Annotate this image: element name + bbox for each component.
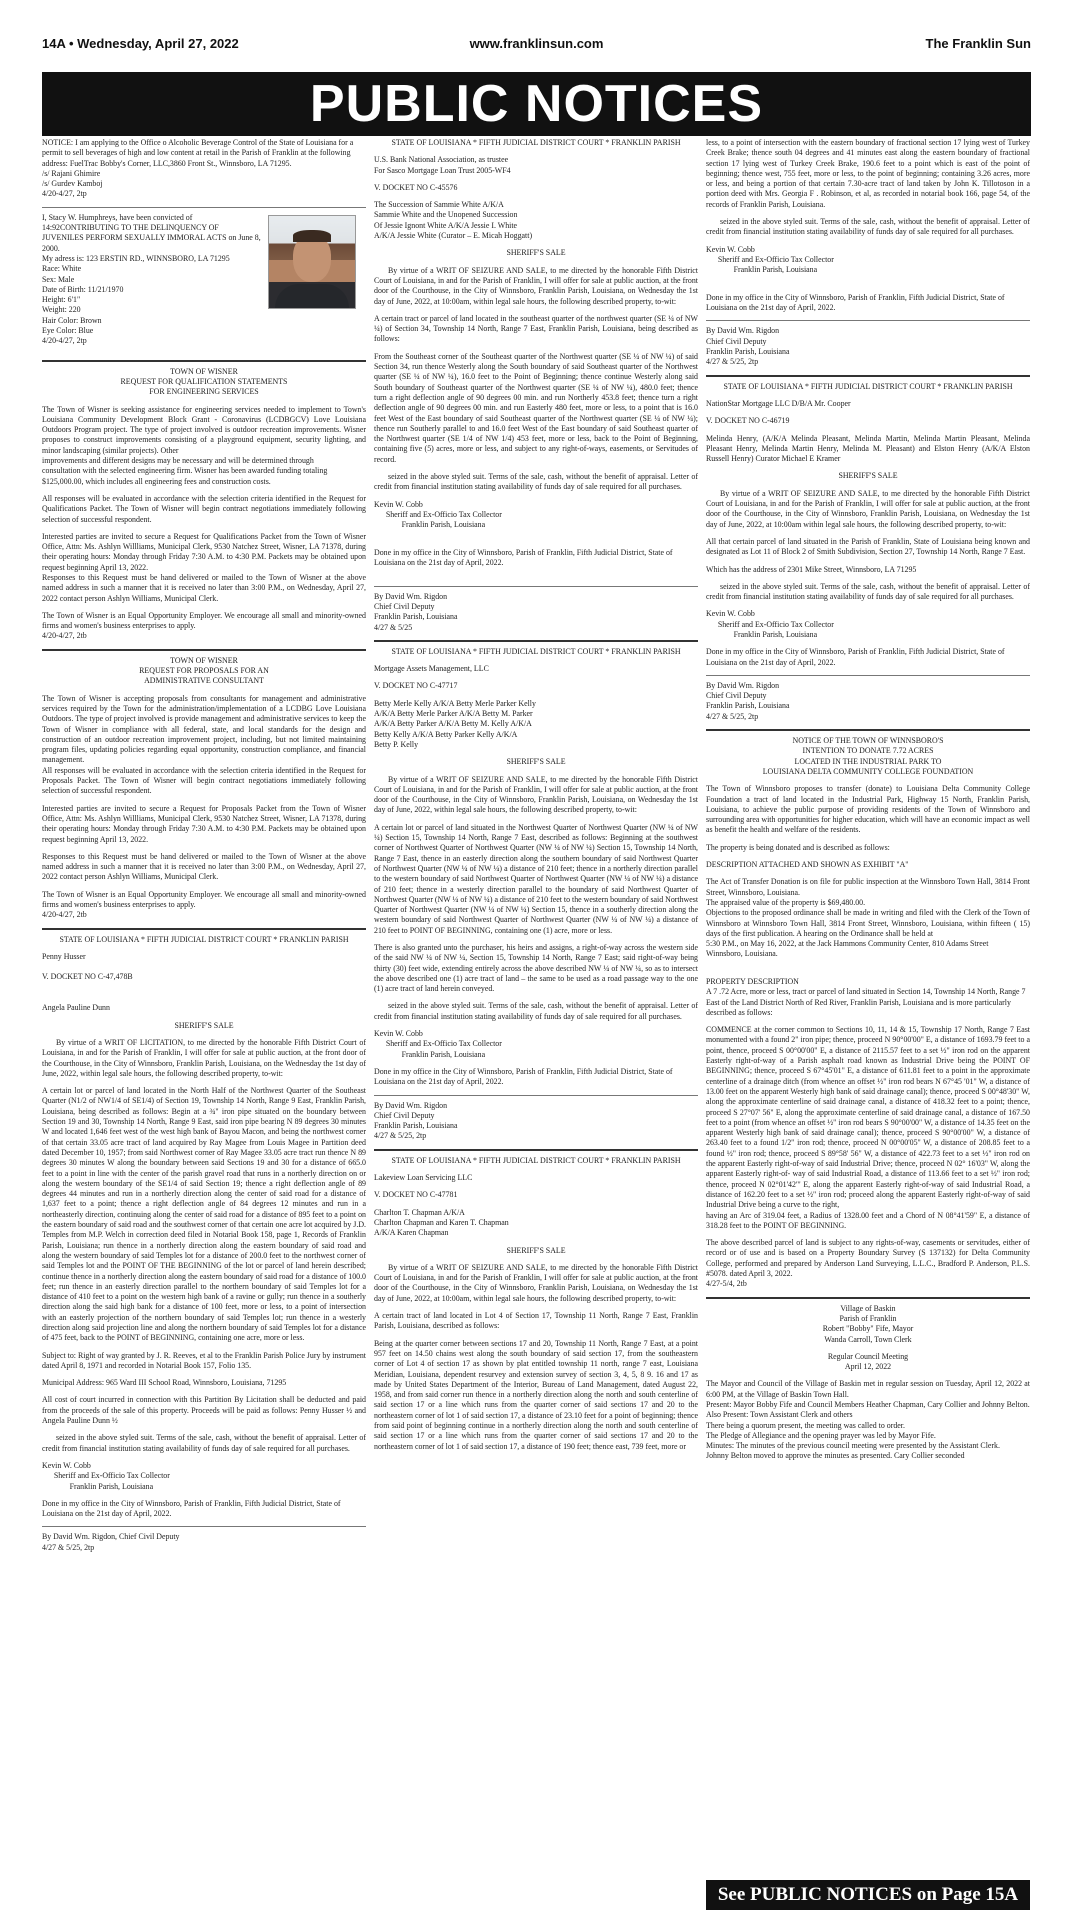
notice-paragraph: All that certain parcel of land situated in the Parish of Franklin, State of Louisiana being known and designated as Lot 11 of Block 2 of Smith Subdivision, Section 27, Township 14 North, Range 7 East. [706,536,1030,557]
notice-paragraph: Interested parties are invited to secure a Request for Qualifications Packet from the Town of Wisner Office, Attn: Ms. Ashlyn Willliams, Municipal Clerk, 9530 Natchez Street, Wisner, LA 71378, during their operating hours: Monday through Friday 7:30 A.M. to 4:30 P.M. Packets may be obtained upon request beginning April 13, 2022. Responses to this Request must be hand delivered or mailed to the Town of Wisner at the above named address in such a manner that it is received no later than 3:00 P.M., on Wednesday, April 27, 2022 contact person Ashlyn Williams, Municipal Clerk. [42,531,366,603]
notice-paragraph: There is also granted unto the purchaser, his heirs and assigns, a right-of-way across the western side of the said NW ¼ of NW ¼, Section 15, Township 14 North, Range 7 East; said right-of-way being thirty (30) feet wide, extending entirely across the above described NW ¼ of NW ¼, so as to intersect the above described one (1) acre tract of land – the same to be used as a road passage way to the one (1) acre tract of land herein conveyed. [374,943,698,994]
notice-text: NOTICE: I am applying to the Office o Alcoholic Beverage Control of the State of Louisiana for a permit to sell beverages of high and low content at retail in the Parish of Franklin at the following address: FuelTrac Bobby's Corner, LLC,3860 Front St., Winnsboro, LA 71295. /s/ Rajani Ghimire /s/ Gurdev Kamboj 4/20-4/27, 2tp [42,138,354,199]
notice-paragraph: A certain tract of land located in Lot 4 of Section 17, Township 11 North, Range 7 East, Franklin Parish, Louisiana, described as follows: [374,1311,698,1331]
notice-paragraph: Being at the quarter corner between sections 17 and 20, Township 11 North, Range 7 East, at a point 957 feet on 14.50 chains west along the south boundary of said section 17, from the southeastern corner of Lot 4 of section 17 as shown by plat entitled township 11 north, range 7 east, Louisiana Meridian, Louisiana, dependent resurvey and extension survey of section 3, 4, 5, 8 9. 16 and 17 as made by United States Department of the Interior, Bureau of Land Management, dated August 22, 1958, and from said corner run thence in a northerly direction along the north and south centerline of said section 17 or a line which runs from the quarter corner of said sections 17 and 20 to the northeastern corner of lot 1 of said section 17, a distance of 23.10 feet for a point of beginning; thence from said point of beginning continue in a northerly direction along the north and south centerline of said section 17 or a line which runs from the quarter corner of said sections 17 and 20 to the northeastern corner of lot 1 of said section 17, a distance of 190 feet; thence east, 739 feet, more or [374,1338,698,1451]
notice-text: Done in my office in the City of Winnsboro, Parish of Franklin, Fifth Judicial District, State of Louisiana on the 21st day of April, 2022. [706,647,1005,667]
page-date-label: 14A • Wednesday, April 27, 2022 [42,36,239,51]
notice-paragraph: Responses to this Request must be hand delivered or mailed to the Town of Wisner at the above named address in such a manner that it is received no later than 3:00 P.M., on Wednesday, April 27, 2022 contact person Ashlyn Williams, Municipal Clerk. [42,851,366,882]
signature-block: Kevin W. Cobb Sheriff and Ex-Officio Tax Collector Franklin Parish, Louisiana [374,1029,502,1059]
notice-paragraph: A certain tract or parcel of land located in the southeast quarter of the northwest quarter (SE ¼ of NW ¼) of Section 34, Township 14 North, Range 7 East, Franklin Parish, Louisiana, being described as follows: [374,313,698,344]
notice-text: NationStar Mortgage LLC D/B/A Mr. Cooper [706,398,851,408]
notice-text: PROPERTY DESCRIPTION A 7 .72 Acre, more or less, tract or parcel of land situated in Section 14, Township 14 North, Range 7 East of the Land District North of Red River, Franklin Parish, Louisiana and is more particularly described as follows: [706,977,1026,1017]
notice-heading: NOTICE OF THE TOWN OF WINNSBORO'S INTENTION TO DONATE 7.72 ACRES LOCATED IN THE INDUSTRIAL PARK TO LOUISIANA DELTA COMMUNITY COLLEGE FOUNDATION [762,736,974,776]
notice-text: By David Wm. Rigdon, Chief Civil Deputy 4/27 & 5/25, 2tp [42,1532,180,1552]
notice-paragraph: The Town of Wisner is seeking assistance for engineering services needed to implement to Town's Louisiana Community Development Block Grant - Coronavirus (LCDBGCV) Love Louisiana Outdoors Program project. The type of project involved is outdoor recreation improvements. Wisner proposes to construct improvements consisting of a playground equipment, security lighting, and minor landscaping (similar projects). Other improvements and different designs may be necessary and will be determined through consultation with the selected engineering firm. Wisner has been awarded funding totaling $125,000.00, which includes all engineering fees and construction costs. [42,404,366,486]
signature-block: Kevin W. Cobb Sheriff and Ex-Officio Tax Collector Franklin Parish, Louisiana [706,609,834,639]
website-label: www.franklinsun.com [469,36,604,51]
notice-heading: SHERIFF'S SALE [506,248,566,258]
notice-paragraph: A certain lot or parcel of land situated in the Northwest Quarter of Northwest Quarter (NW ¼ of NW ¼) Section 15, Township 14 North, Range 7 East, described as follows: Beginning at the southwest corner of Northwest Quarter of Northwest Quarter (NW ¼ of NW ¼) Section 15, Township 14 North, Range 7 East, thence in an easterly direction along the southern boundary of said Northwest Quarter of Northwest Quarter (NW ¼ of NW ¼) a distance of 210 feet; thence in a northerly direction parallel to the western boundary of said Northwest Quarter of Northwest Quarter (NW ¼ of NW ¼) a distance of 210 feet; thence in a westerly direction parallel to the boundary of said Northwest Quarter of Northwest Quarter (NW ¼ of NW ¼) a distance of 210 feet to the western boundary of said Northwest Quarter of Northwest Quarter (NW ¼ of NW ¼) Section 15, thence in a southerly direction along the western boundary of said Northwest Quarter of Northwest Quarter (NW ¼ of NW ¼) a distance of 210 feet to POINT OF BEGINNING, containing one (1) acre, more or less. [374,822,698,935]
notice-paragraph: Subject to: Right of way granted by J. R. Reeves, et al to the Franklin Parish Police Jury by instrument dated April 8, 1971 and recorded in Notarial Book 157, Folio 135. [42,1350,366,1370]
notice-heading: Regular Council Meeting April 12, 2022 [827,1351,909,1372]
notice-text: Done in my office in the City of Winnsboro, Parish of Franklin, Fifth Judicial District, State of Louisiana on the 21st day of April, 2022. [374,1066,673,1087]
notice-paragraph: seized in the above styled suit. Terms of the sale, cash, without the benefit of appraisal. Letter of credit from financial institution stating availability of funds day of sale required for all purchases. [374,1001,698,1021]
notice-text: Done in my office in the City of Winnsboro, Parish of Franklin, Fifth Judicial District, State of Louisiana on the 21st day of April, 2022. [42,1498,341,1519]
signature-block: Kevin W. Cobb Sheriff and Ex-Officio Tax Collector Franklin Parish, Louisiana [706,244,834,275]
continued-banner[interactable]: See PUBLIC NOTICES on Page 15A [706,1880,1030,1910]
notice-paragraph: The Mayor and Council of the Village of Baskin met in regular session on Tuesday, April 12, 2022 at 6:00 PM, at the Village of Baskin Town Hall. Present: Mayor Bobby Fife and Council Members Heather Chapman, Cary Collier and Johnny Belton. Also Present: Town Assistant Clerk and others There being a quorum present, the meeting was called to order. The Pledge of Allegiance and the opening prayer was led by Mayor Fife. Minutes: The minutes of the previous council meeting were presented by the Assistant Clerk. Johnny Belton moved to approve the minutes as presented. Cary Collier seconded [706,1379,1030,1461]
separator-rule [374,1095,698,1096]
column-1 [42,138,366,1918]
signature-block: Kevin W. Cobb Sheriff and Ex-Officio Tax Collector Franklin Parish, Louisiana [374,499,502,530]
notice-paragraph: seized in the above styled suit. Terms of the sale, cash, without the benefit of appraisal. Letter of credit from financial institution stating availability of funds day of sale required for all purchases. [42,1433,366,1453]
separator-rule [706,729,1030,731]
notice-heading: Village of Baskin Parish of Franklin Robert "Bobby" Fife, Mayor Wanda Carroll, Town Clerk [822,1303,914,1344]
notice-text: Charlton T. Chapman A/K/A Charlton Chapman and Karen T. Chapman A/K/A Karen Chapman [374,1207,509,1238]
notice-text: By David Wm. Rigdon Chief Civil Deputy Franklin Parish, Louisiana 4/27 & 5/25, 2tp [374,1100,458,1141]
notice-paragraph: less, to a point of intersection with the eastern boundary of fractional section 17 lying west of Turkey Creek Brake; thence south 04 degrees and 41 minutes east along the eastern boundary of fractional section 17 lying west of Turkey Creek Brake, 190.6 feet to a point which is east of the point of beginning; thence west, 755 feet, more or less, to the point of beginning; containing 3.26 acres, more or less, and being a portion of that certain 7.30-acre tract of land taken by John K. Tillotoson in a portion deed with Mrs. Georgia F . Robinson, et al, as recorded in notarial book 166, page 54, of the records of Franklin Parish, Louisiana. [706,138,1030,209]
separator-rule [706,1297,1030,1299]
notice-heading: SHERIFF'S SALE [174,1020,234,1030]
notice-text: U.S. Bank National Association, as trustee For Sasco Mortgage Loan Trust 2005-WF4 [374,155,511,175]
notice-paragraph: All cost of court incurred in connection with this Partition By Licitation shall be deducted and paid from the proceeds of the sale of this property. Proceeds will be paid as follows: Penny Husser ½ and Angela Pauline Dunn ½ [42,1395,366,1426]
separator-rule [42,207,366,208]
column-2 [374,138,698,1918]
notice-heading: SHERIFF'S SALE [838,471,898,481]
notice-heading: STATE OF LOUISIANA * FIFTH JUDICIAL DISTRICT COURT * FRANKLIN PARISH [391,646,681,656]
notice-paragraph: All responses will be evaluated in accordance with the selection criteria identified in the Request for Qualifications Packet. The Town of Wisner will begin contract negotiations immediately following selection of successful respondent. [42,493,366,524]
masthead-label: The Franklin Sun [925,36,1031,51]
notice-paragraph: By virtue of a WRIT OF SEIZURE AND SALE, to me directed by the honorable Fifth District Court of Louisiana, in and for the Parish of Franklin, I will offer for sale at public auction, at the front door of the Courthouse, in the City of Winnsboro, Franklin Parish, Louisiana, on Wednesday the 1st day of June, 2022, at 10:00am, within legal sale hours, the following described property, to-wit: [374,265,698,306]
notice-text: I, Stacy W. Humphreys, have been convicted of 14:92CONTRIBUTING TO THE DELINQUENCY OF JUVENILES PERFORM SEXUALLY IMMORAL ACTS on June 8, 2000. My adress is: 123 ERSTIN RD., WINNSBORO, LA 71295 Race: White Sex: Male Date of Birth: 11/21/1970 Height: 6'1" Weight: 220 Hair Color: Brown Eye Color: Blue 4/20-4/27, 2tp [42,212,261,346]
notice-heading: TOWN OF WISNER REQUEST FOR PROPOSALS FOR AN ADMINISTRATIVE CONSULTANT [139,655,269,686]
notice-paragraph: By virtue of a WRIT OF LICITATION, to me directed by the honorable Fifth District Court of Louisiana, in and for the Parish of Franklin, I will offer for sale at public auction, at the front door of the Courthouse, in the City of Winnsboro, Franklin Parish, Louisiana, on the Wednesday the 1st day of June, 2022, within legal sale hours, the following described property, to-wit: [42,1037,366,1078]
notice-text: The Succession of Sammie White A/K/A Sammie White and the Unopened Succession Of Jessie Ignont White A/K/A Jessie I. White A/K/A Jessie White (Curator – E. Micah Hoggatt) [374,200,533,241]
notice-paragraph: The Town of Wisner is an Equal Opportunity Employer. We encourage all small and minority-owned firms and women's business enterprises to apply. 4/20-4/27, 2tb [42,889,366,920]
notice-text: V. DOCKET NO C-47717 [374,681,458,691]
page-header [42,36,1031,56]
notice-text: V. DOCKET NO C-46719 [706,416,790,426]
notice-paragraph: seized in the above styled suit. Terms of the sale, cash, without the benefit of appraisal. Letter of credit from financial institution stating availability of funds day of sale required for all purchases. [374,472,698,492]
notice-text: By David Wm. Rigdon Chief Civil Deputy Franklin Parish, Louisiana 4/27 & 5/25, 2tp [706,680,790,721]
notice-text: Which has the address of 2301 Mike Street, Winnsboro, LA 71295 [706,564,917,574]
notice-text: V. DOCKET NO C-45576 [374,182,458,192]
notice-text: Penny Husser V. DOCKET NO C-47,478B Angela Pauline Dunn [42,951,133,1013]
notice-paragraph: By virtue of a WRIT OF SEIZURE AND SALE, to me directed by the honorable Fifth District Court of Louisiana, in and for the Parish of Franklin, I will offer for sale at public auction, at the front door of the Courthouse, in the City of Winnsboro, Franklin Parish, Louisiana, on Wednesday the 1st day of June, 2022, within legal sale hours, the following described property, to-wit: [374,774,698,815]
notice-paragraph: seized in the above styled suit. Terms of the sale, cash, without the benefit of appraisal. Letter of credit from financial institution stating availability of funds day of sale required for all purchases. [706,217,1030,237]
notice-heading: TOWN OF WISNER REQUEST FOR QUALIFICATION STATEMENTS FOR ENGINEERING SERVICES [120,366,288,397]
notice-paragraph: The above described parcel of land is subject to any rights-of-way, casements or servitudes, either of record or of use and is based on a Property Boundary Survey (S 137132) for Delta Community College, performed and prepared by Anderson Land Surveying, L.L.C., Bradford P. Anderson, P.L.S. #5078. dated April 3, 2022. 4/27-5/4, 2tb [706,1238,1030,1289]
notice-text: By David Wm. Rigdon Chief Civil Deputy Franklin Parish, Louisiana 4/27 & 5/25 [374,591,458,632]
notice-paragraph: The Act of Transfer Donation is on file for public inspection at the Winnsboro Town Hall, 3814 Front Street, Winnsboro, Louisiana. The appraised value of the property is $69,480.00. Objections to the proposed ordinance shall be made in writing and filed with the Clerk of the Town of Winnsboro at Winnsboro Town Hall, 3814 Front Street, Winnsboro, Louisiana, within fifteen ( 15) days of the first publication. A hearing on the Ordinance shall be held at 5:30 P.M., on May 16, 2022, at the Jack Hammons Community Center, 810 Adams Street Winnsboro, Louisiana. [706,877,1030,959]
offender-photo [268,215,356,309]
separator-rule [42,360,366,362]
notice-paragraph: A certain lot or parcel of land located in the North Half of the Northwest Quarter of the Southeast Quarter (N1/2 of NW1/4 of SE1/4) of Section 19, Township 14 North, Range 9 East, Franklin Parish, Louisiana, being described as follows: Begin at a ¾" iron pipe situated on the boundary between Section 19 and 30, Township 14 North, Range 9 East, said iron pipe bearing N 89 degrees 30 minutes W and located 1,646 feet west of the west high bank of Bayou Macon, and being the northwest corner of that certain 33.05 acre tract of land acquired by Ray Magee from Louis Magee in Partition deed dated December 10, 1957; from said Northwest corner of Ray Magee 33.05 acre tract run thence N 89 degrees 30 minutes W along the boundary between said Sections 19 and 30 for a distance of 665.0 feet to a point in line with the center of the parish gravel road that runs in a northerly direction on or along the western boundary of the SE1/4 of said Section 19; thence a right deflection angle of 89 degrees 44 minutes and run in a northerly direction along the center of said road for a distance of 1,637 feet to a point; thence a right deflection angle of 84 degrees 12 minutes and run in a northeasterly direction, continuing along the center of said road for a distance of 895 feet to a point on the eastern boundary of said road and the southwest corner of that certain one acre lot acquired by J.D. Temples from M.P. Welch in correction deed filed in Notarial Book 158, page 1, Records of Franklin Parish, Louisiana; run thence in a northerly direction along the eastern boundary of said road and along the western boundary of said Temples lot for a distance of 200.0 feet to the northwest corner of said Temples lot and the POINT OF THE BEGINNING of the lot or parcel of land herein described; continue thence in a northerly direction along the eastern boundary of said road for a distance of 100.0 feet; run thence in an easterly direction parallel to the northern boundary of said Temples lot for a distance of 410 feet to a point on the western high bank of a ravine or gully; run thence in a southerly direction along the said high bank for a distance of 100 feet, more or less, to a point of intersection with an easterly projection of the northern boundary of said Temples lot; run thence in a westerly direction along said projection line and along the northern boundary of said Temples lot for a distance of 475 feet, back to the POINT of BEGINNING, containing one acre, more or less. [42,1086,366,1343]
separator-rule [374,1149,698,1151]
notice-paragraph: Interested parties are invited to secure a Request for Proposals Packet from the Town of Wisner Office, Attn: Ms. Ashlyn Willliams, Municipal Clerk, 9530 Natchez Street, Wisner, LA 71378, during their operating hours: Monday through Friday 7:30 A.M. to 4:30 P.M. Packets may be obtained upon request beginning April 13, 2022. [42,803,366,844]
notice-heading: SHERIFF'S SALE [506,757,566,767]
notice-paragraph: The Town of Winnsboro proposes to transfer (donate) to Louisiana Delta Community College Foundation a tract of land located in the Industrial Park, Highway 15 North, Franklin Parish, Louisiana, to achieve the public purpose of providing residents of the Town of Winnsboro and surrounding area with opportunities for higher education, which will have an economic impact as well as benefit the health and welfare of the residents. [706,784,1030,835]
notice-paragraph: seized in the above styled suit. Terms of the sale, cash, without the benefit of appraisal. Letter of credit from financial institution stating availability of funds day of sale required for all purchases. [706,581,1030,602]
notice-text: Betty Merle Kelly A/K/A Betty Merle Parker Kelly A/K/A Betty Merle Parker A/K/A Betty M. Parker A/K/A Betty Parker A/K/A Betty M. Kelly A/K/A Betty Kelly A/K/A Betty Parker Kelly A/K/A Betty P. Kelly [374,698,536,749]
offender-notice [42,213,366,354]
separator-rule [42,649,366,651]
notice-text: DESCRIPTION ATTACHED AND SHOWN AS EXHIBIT "A" [706,860,909,870]
notice-paragraph: From the Southeast corner of the Southeast quarter of the Northwest quarter (SE ¼ of NW ¼) of said Section 34, run thence Westerly along the South boundary of said Southeast quarter of the Northwest quarter (SE ¼ of NW ¼), 16.0 feet to the Point of Beginning; thence continue Westerly along said South boundary of Southeast quarter of the Northwest quarter (SE ¼ of NW ¼), 480.0 feet; thence turn a right deflection angle of 90 degrees 00 min. and run Northerly 453.8 feet; thence turn a right deflection angle of 90 degrees 00 min. and run Easterly 480 feet, more or less, to a point that is 16.0 feet West of the East boundary of said Southeast quarter of the Northwest quarter (SE ¼ of NW ¼); thence run Southerly parallel to and 16.0 feet West of the East boundary of said Southeast quarter of the Northwest quarter (SE 1/4 of NW 1/4) 453 feet, more or less, back to the Point of Beginning, containing five (5) acres, more or less, and subject to any right-of-ways, easements, or Servitudes of record. [374,351,698,464]
notice-paragraph: The Town of Wisner is accepting proposals from consultants for management and administrative services required by the Town for the administration/implementation of a LCDBG Love Louisiana Outdoors. The type of project involved is provide management and administrative services to keep the Town of Wisner in compliance with all federal, state, and local standards for the design and construction of an outdoor recreation improvement project, including, but not limited maintaining program files, updating policies regarding equal opportunity, construction compliance, and financial management. All responses will be evaluated in accordance with the selection criteria identified in the Request for Proposals Packet. The Town of Wisner will begin contract negotiations immediately following selection of successful respondent. [42,693,366,796]
notice-text: Done in my office in the City of Winnsboro, Parish of Franklin, Fifth Judicial District, State of Louisiana on the 21st day of April, 2022. [374,547,673,568]
separator-rule [42,1526,366,1527]
notice-paragraph: COMMENCE at the corner common to Sections 10, 11, 14 & 15, Township 17 North, Range 7 East monumented with a found 2" iron pipe; thence, proceed N 90°00'00" E, a distance of 1693.79 feet to a point, thence, proceed S 00°00'00" E, a distance of 2115.57 feet to a set ½" iron rod on the apparent Easterly right-of-way of a Parish asphalt road known as Industrial Drive being the POINT OF BEGINNING; thence, proceed S 67°45'01" E, a distance of 611.81 feet to a point in the approximate centerline of a drainage ditch (from whence an offset ½" iron rod bears N 67°45 '01" W, a distance of 13.00 feet on the apparent Westerly high bank of said drainage canal); thence, proceed S 00°48'30" W, along the approximate centerline of said drainage canal, a distance of 418.32 feet to a point; thence, proceed S 27°07' 56" E, along the approximate centerline of said drainage canal, a distance of 167.50 feet to a point (from whence an offset ½" iron rod bears S 90°00'00" W, a distance of 14.35 feet on the apparent Westerly high bank of said drainage canal); thence, proceed S 90°00'00" W, a distance of 263.40 feet to a found 1/2" iron rod; thence, proceed N 00°00'05" W, a distance of 208.85 feet to a found ½" iron rod; thence, proceed S 89°58' 56" W, a distance of 422.73 feet to a set ½" iron rod on the apparent Easterly right-of-way of said Industrial Drive; thence, proceed N 02° 16'03" W, along the apparent Easterly right-of- way of said Industrial Road, a distance of 113.66 feet to a set ½" iron rod; thence, proceed N 02°01'42"' E, along the apparent Easterly right-of-way of said Industrial Road, a distance of 162.20 feet to a set ½" iron rod; proceed along the apparent Easterly right-of-way of said Industrial Drive being a curve to the right, having an Arc of 319.04 feet, a Radius of 1328.00 feet and a Chord of N 08°41'59" E, a distance of 318.28 feet to the POINT OF BEGINNING. [706,1025,1030,1230]
notice-text: Municipal Address: 965 Ward III School Road, Winnsboro, Louisiana, 71295 [42,1378,287,1388]
signature-block: Kevin W. Cobb Sheriff and Ex-Officio Tax Collector Franklin Parish, Louisiana [42,1460,170,1491]
notice-heading: STATE OF LOUISIANA * FIFTH JUDICIAL DISTRICT COURT * FRANKLIN PARISH [59,934,349,944]
separator-rule [706,375,1030,377]
notice-paragraph: By virtue of a WRIT OF SEIZURE AND SALE, to me directed by the honorable Fifth District Court of Louisiana, in and for the Parish of Franklin, I will offer for sale at public auction, at the front door of the Courthouse, in the City of Winnsboro, Franklin Parish, Louisiana, on Wednesday the 1st day of June, 2022, at 10:00am within legal sale hours, the following described property, to-wit: [706,488,1030,529]
notice-text: By David Wm. Rigdon Chief Civil Deputy Franklin Parish, Louisiana 4/27 & 5/25, 2tp [706,326,790,367]
notice-heading: STATE OF LOUISIANA * FIFTH JUDICIAL DISTRICT COURT * FRANKLIN PARISH [391,138,681,147]
notice-heading: STATE OF LOUISIANA * FIFTH JUDICIAL DISTRICT COURT * FRANKLIN PARISH [391,1155,681,1165]
notice-paragraph: The Town of Wisner is an Equal Opportunity Employer. We encourage all small and minority-owned firms and women's business enterprises to apply. 4/20-4/27, 2tb [42,610,366,641]
notice-paragraph: Melinda Henry, (A/K/A Melinda Pleasant, Melinda Martin, Melinda Martin Pleasant, Melinda Pleasant Henry, Melinda Martin Henry, Melinda M. Pleasant) and Elston Henry (A/K/A Elston Russell Henry) Curator Michael E Kramer [706,433,1030,464]
notice-text: Lakeview Loan Servicing LLC [374,1173,473,1183]
notice-heading: SHERIFF'S SALE [506,1245,566,1255]
section-banner: PUBLIC NOTICES [42,72,1031,136]
notice-text: The property is being donated and is described as follows: [706,842,890,852]
notice-heading: STATE OF LOUISIANA * FIFTH JUDICIAL DISTRICT COURT * FRANKLIN PARISH [723,381,1013,391]
notice-text: Mortgage Assets Management, LLC [374,664,489,674]
notice-text: V. DOCKET NO C-47781 [374,1190,458,1200]
separator-rule [374,586,698,587]
column-3 [706,138,1030,1918]
notice-text: Done in my office in the City of Winnsboro, Parish of Franklin, Fifth Judicial District, State of Louisiana on the 21st day of April, 2022. [706,292,1005,313]
separator-rule [42,928,366,930]
separator-rule [374,640,698,642]
notice-paragraph: By virtue of a WRIT OF SEIZURE AND SALE, to me directed by the honorable Fifth District Court of Louisiana, in and for the Parish of Franklin, I will offer for sale at public auction, at the front door of the Courthouse, in the City of Winnsboro, Franklin Parish, Louisiana, on Wednesday the 1st day of June, 2022, at 10:00am, within legal sale hours, the following described property, to-wit: [374,1262,698,1303]
separator-rule [706,675,1030,676]
separator-rule [706,320,1030,321]
